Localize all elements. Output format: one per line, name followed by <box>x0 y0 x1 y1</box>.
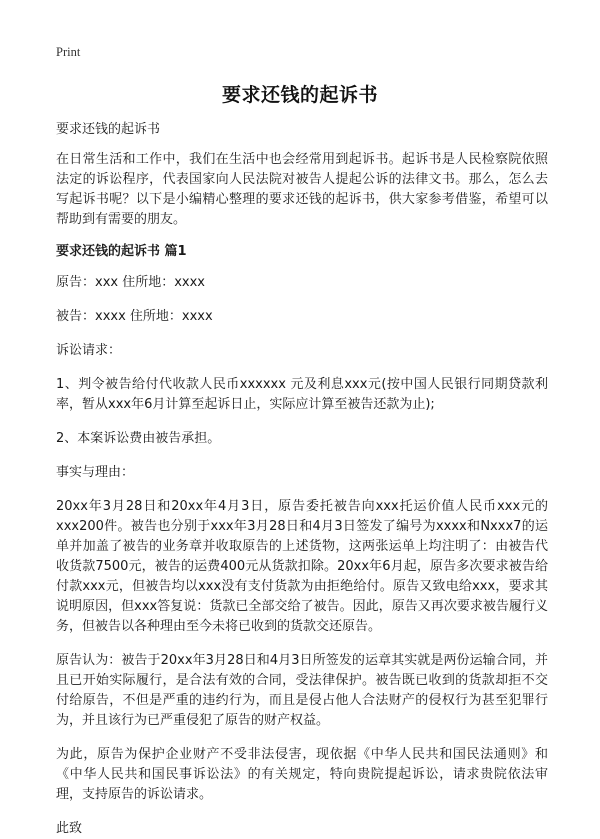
document-body <box>56 120 548 839</box>
section-heading: 要求还钱的起诉书 篇1 <box>56 244 187 259</box>
plaintiff-opinion-paragraph: 原告认为：被告于20xx年3月28日和4月3日所签发的运章其实就是两份运输合同，并且已开始实际履行，是合法有效的合同，受法律保护。被告既已收到的货款却拒不交付给原告，不但是严重的违约行为，而且是侵占他人合法财产的侵权行为甚至犯罪行为，并且该行为已严重侵犯了原告的财产权益。 <box>56 653 548 728</box>
print-link[interactable]: Print <box>56 45 81 59</box>
closing-line: 此致 <box>56 821 83 836</box>
claims-label: 诉讼请求： <box>56 343 122 358</box>
defendant-line: 被告：xxxx 住所地：xxxx <box>56 309 213 324</box>
plaintiff-line: 原告：xxx 住所地：xxxx <box>56 275 205 290</box>
facts-label: 事实与理由： <box>56 465 135 480</box>
facts-paragraph: 20xx年3月28日和20xx年4月3日，原告委托被告向xxx托运价值人民币xxx元的xxx200件。被告也分别于xxx年3月28日和4月3日签发了编号为xxxx和Nxxx7的运单并加盖了被告的业务章并收取原告的上述货物，这两张运单上均注明了：由被告代收货款7500元，被告的运费400元从货款扣除。20xx年6月起，原告多次要求被告给付款xxx元，但被告均以xxx没有支付货款为由拒绝给付。原告又致电给xxx，要求其说明原因，但xxx答复说：货款已全部交给了被告。因此，原告又再次要求被告履行义务，但被告以各种理由至今未将已收到的货款交还原告。 <box>56 499 548 634</box>
claim-item-2: 2、本案诉讼费由被告承担。 <box>56 431 221 446</box>
conclusion-paragraph: 为此，原告为保护企业财产不受非法侵害，现依据《中华人民共和国民法通则》和《中华人民共和国民事诉讼法》的有关规定，特向贵院提起诉讼，请求贵院依法审理，支持原告的诉讼请求。 <box>56 747 548 802</box>
document-title: 要求还钱的起诉书 <box>221 84 378 106</box>
document-subtitle: 要求还钱的起诉书 <box>56 122 161 137</box>
claim-item-1: 1、判令被告给付代收款人民币xxxxxx 元及利息xxx元(按中国人民银行同期贷款利率，暂从xxx年6月计算至起诉日止，实际应计算至被告还款为止); <box>56 377 548 412</box>
intro-paragraph: 在日常生活和工作中，我们在生活中也会经常用到起诉书。起诉书是人民检察院依照法定的诉讼程序，代表国家向人民法院对被告人提起公诉的法律文书。那么，怎么去写起诉书呢？以下是小编精心整理的要求还钱的起诉书，供大家参考借鉴，希望可以帮助到有需要的朋友。 <box>56 152 548 227</box>
